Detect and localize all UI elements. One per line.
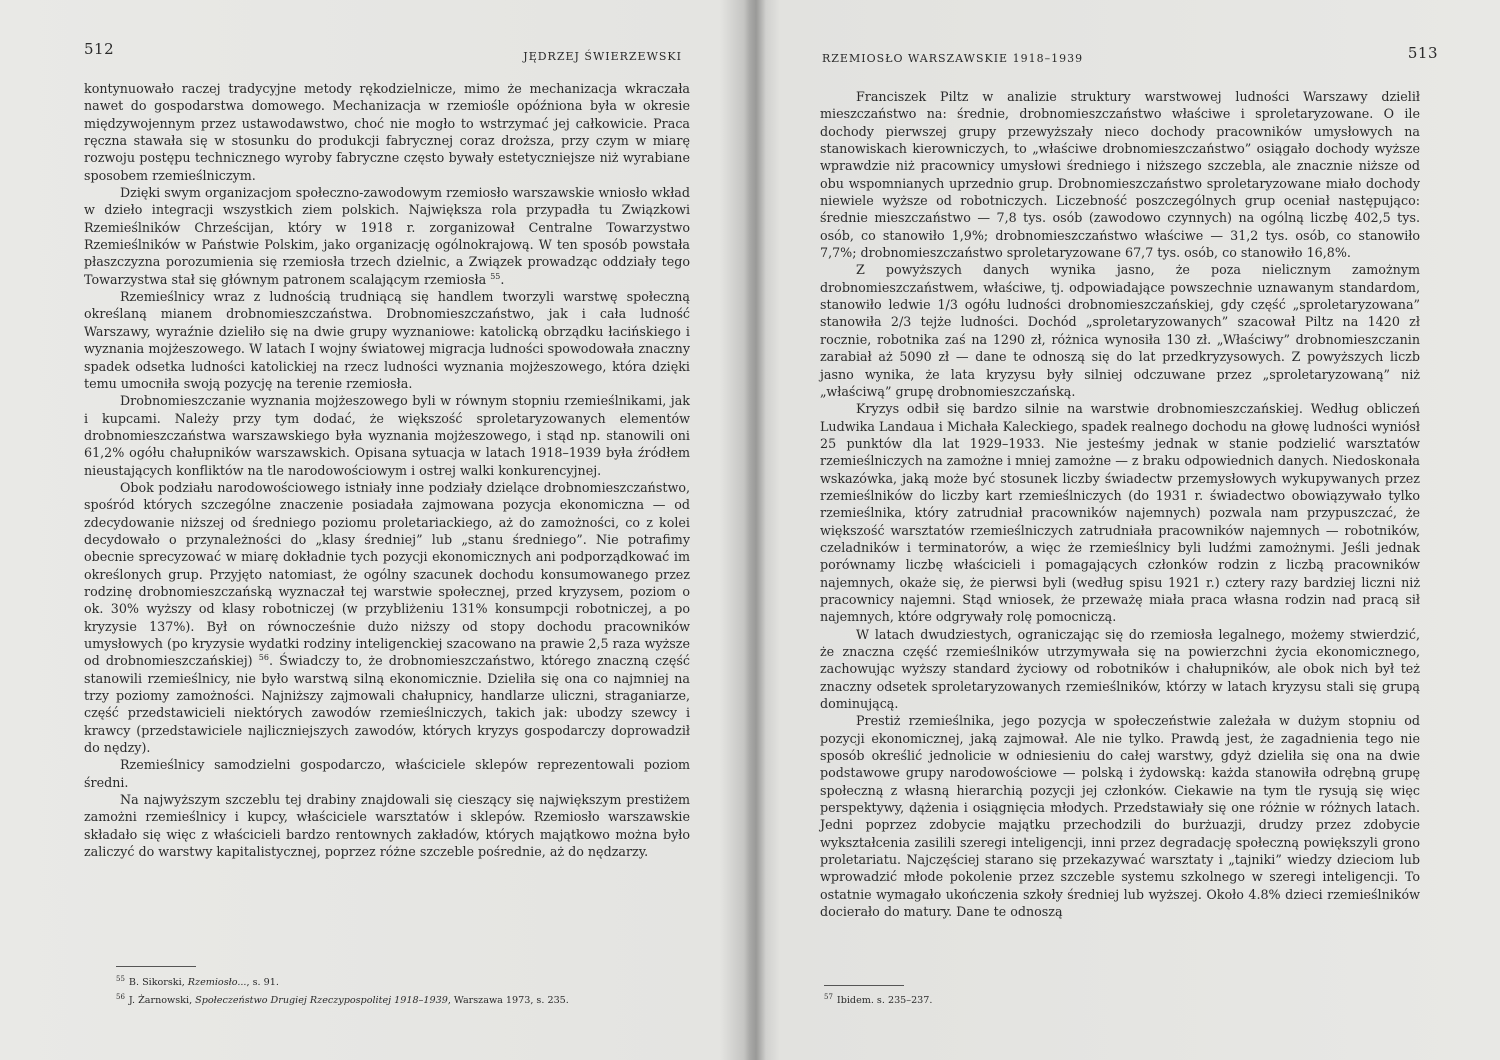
left-body-text (84, 80, 690, 860)
paragraph: Drobnomieszczanie wyznania mojżeszowego byli w równym stopniu rzemieślnikami, jak i kupcami. Należy przy tym dodać, że większość sproletaryzowanych elementów drobnomieszczaństwa warszawskiego była wyznania mojżeszowego, i stąd np. stanowili oni 61,2% ogółu chałupników warszawskich. Opisana sytuacja w latach 1918–1939 była źródłem nieustających konfliktów na tle narodowościowym i ostrej walki konkurencyjnej. (84, 393, 690, 478)
right-page (820, 0, 1460, 1060)
running-head-right: RZEMIOSŁO WARSZAWSKIE 1918–1939 (822, 52, 1084, 65)
footnote: $^{57}$ Ibidem. s. 235–237. (824, 993, 933, 1007)
book-gutter (744, 0, 766, 1060)
footnote-rule (116, 966, 196, 967)
paragraph: Z powyższych danych wynika jasno, że poza nielicznym zamożnym drobnomieszczaństwem, właściwe, tj. odpowiadające powszechnie uznawanym standardom, stanowiło ledwie 1/3 ogółu ludności drobnomieszczańskiej, gdy część „sproletaryzowana” stanowiła 2/3 tejże ludności. Dochód „sproletaryzowanych” szacował Piltz na 1420 zł rocznie, robotnika zaś na 1290 zł, różnica wynosiła 130 zł. „Właściwy” drobnomieszczanin zarabiał aż 5090 zł — dane te odnoszą się do lat przedkryzysowych. Z powyższych liczb jasno wynika, że lata kryzysu były silniej odczuwane przez „sproletaryzowaną” niż „właściwą” grupę drobnomieszczańską. (820, 262, 1420, 399)
paragraph: Obok podziału narodowościowego istniały inne podziały dzielące drobnomieszczaństwo, spośród których szczególne znaczenie posiadała zajmowana pozycja ekonomiczna — od zdecydowanie niższej od średniego poziomu proletariackiego, aż do zamożności, co z kolei decydowało o przynależności do „klasy średniej” lub „stanu średniego”. Nie potrafimy obecnie sprecyzować w miarę dokładnie tych pozycji ekonomicznych ani podporządkować im określonych grup. Przyjęto natomiast, że ogólny szacunek dochodu konsumowanego przez rodzinę drobnomieszczańską wyznaczał tej warstwie społecznej, przed kryzysem, poziom o ok. 30% wyższy od klasy robotniczej (w przybliżeniu 131% konsumpcji robotniczej, a po kryzysie 137%). Był on równocześnie dużo niższy od stopy dochodu pracowników umysłowych (po kryzysie wydatki rodziny inteligenckiej szacowano na prawie 2,5 raza wyższe od drobnomieszczańskiej) $^{56}$. Świadczy to, że drobnomieszczaństwo, którego znaczną część stanowili rzemieślnicy, nie było warstwą silną ekonomicznie. Dzieliła się ona co najmniej na trzy poziomy zamożności. Najniższy zajmowali chałupnicy, handlarze uliczni, straganiarze, część przedstawicieli niektórych zawodów rzemieślniczych, takich jak: ubodzy szewcy i krawcy (przedstawiciele najliczniejszych zawodów, których kryzys gospodarczy doprowadził do nędzy). (84, 479, 690, 756)
paragraph: Dzięki swym organizacjom społeczno-zawodowym rzemiosło warszawskie wniosło wkład w dzieło integracji wszystkich ziem polskich. Największa rola przypadła tu Związkowi Rzemieślników Chrześcijan, który w 1918 r. zorganizował Centralne Towarzystwo Rzemieślników w Państwie Polskim, jako organizację ogólnokrajową. W ten sposób powstała płaszczyzna porozumienia się rzemiosła trzech dzielnic, a Związek prowadząc oddziały tego Towarzystwa stał się głównym patronem scalającym rzemiosła $^{55}$. (84, 185, 690, 287)
paragraph: W latach dwudziestych, ograniczając się do rzemiosła legalnego, możemy stwierdzić, że znaczna część rzemieślników utrzymywała się na powierzchni życia ekonomicznego, zachowując wyższy standard życiowy od robotników i chałupników, ale obok nich był też znaczny odsetek sproletaryzowanych rzemieślników, którzy w latach kryzysu stali się grupą dominującą. (820, 626, 1420, 712)
paragraph: Prestiż rzemieślnika, jego pozycja w społeczeństwie zależała w dużym stopniu od pozycji ekonomicznej, jaką zajmował. Ale nie tylko. Prawdą jest, że zagadnienia tego nie sposób określić jednolicie w odniesieniu do całej warstwy, gdyż dzieliła się ona na dwie podstawowe grupy narodowościowe — polską i żydowską: każda stanowiła odrębną grupę społeczną z własną hierarchią pozycji jej członków. Ciekawie na tym tle rysują się więc perspektywy, dążenia i osiągnięcia młodych. Przedstawiały się one różnie w różnych latach. Jedni poprzez zdobycie majątku przechodzili do burżuazji, drudzy przez zdobycie wykształcenia zasilili szeregi inteligencji, inni przez degradację społeczną powiększyli grono proletariatu. Najczęściej starano się przekazywać warsztaty i „tajniki” wiedzy dzieciom lub wprowadzić młode pokolenie przez szczeble systemu szkolnego w szeregi inteligencji. To ostatnie wymagało ukończenia szkoły średniej lub wyższej. Około 4.8% dzieci rzemieślników docierało do matury. Dane te odnoszą (820, 713, 1420, 920)
footnotes-right (824, 990, 1384, 1008)
paragraph: Na najwyższym szczeblu tej drabiny znajdowali się cieszący się największym prestiżem zamożni rzemieślnicy i kupcy, właściciele warsztatów i sklepów. Rzemiosło warszawskie składało się więc z właścicieli bardzo rentownych zakładów, których majątkowo można było zaliczyć do warstwy kapitalistycznej, poprzez różne szczeble pośrednie, aż do nędzarzy. (84, 792, 690, 860)
footnote-ref: 55 (490, 271, 501, 281)
paragraph: Rzemieślnicy wraz z ludnością trudniącą się handlem tworzyli warstwę społeczną określaną mianem drobnomieszczaństwa. Drobnomieszczaństwo, jak i cała ludność Warszawy, wyraźnie dzieliło się na dwie grupy wyznaniowe: katolicką obrządku łacińskiego i wyznania mojżeszowego. W latach I wojny światowej migracja ludności spowodowała znaczny spadek odsetka ludności katolickiej na rzecz ludności wyznania mojżeszowego, która dzięki temu umocniła swoją pozycję na terenie rzemiosła. (84, 289, 690, 391)
paragraph: Rzemieślnicy samodzielni gospodarczo, właściciele sklepów reprezentowali poziom średni. (84, 757, 690, 790)
footnote: $^{56}$ J. Żarnowski, Społeczeństwo Drugiej Rzeczypospolitej 1918–1939, Warszawa 1973, s. 235. (116, 993, 569, 1007)
footnote: $^{55}$ B. Sikorski, Rzemiosło..., s. 91. (116, 975, 279, 989)
paragraph: kontynuowało raczej tradycyjne metody rękodzielnicze, mimo że mechanizacja wkraczała nawet do gospodarstwa domowego. Mechanizacja w rzemiośle opóźniona była w okresie międzywojennym przez ustawodawstwo, choć nie mogło to wstrzymać jej całkowicie. Praca ręczna stawała się w stosunku do produkcji fabrycznej coraz droższa, przy czym w miarę rozwoju postępu technicznego wyroby fabryczne często bywały estetyczniejsze niż wyrabiane sposobem rzemieślniczym. (84, 81, 690, 183)
paragraph: Franciszek Piltz w analizie struktury warstwowej ludności Warszawy dzielił mieszczaństwo na: średnie, drobnomieszczaństwo właściwe i sproletaryzowane. O ile dochody pierwszej grupy przewyższały nieco dochody pracowników umysłowych na stanowiskach kierowniczych, to „właściwe drobnomieszczaństwo” osiągało dochody wyższe wprawdzie niż pracownicy umysłowi średniego i niższego szczebla, ale znacznie niższe od obu wspomnianych uprzednio grup. Drobnomieszczaństwo sproletaryzowane miało dochody niewiele wyższe od robotniczych. Liczebność poszczególnych grup oceniał następująco: średnie mieszczaństwo — 7,8 tys. osób (zawodowo czynnych) na ogólną liczbę 402,5 tys. osób, co stanowiło 1,9%; drobnomieszczaństwo właściwe — 31,2 tys. osób, co stanowiło 7,7%; drobnomieszczaństwo sproletaryzowane 67,7 tys. osób, co stanowiło 16,8%. (820, 89, 1420, 261)
footnote-rule (824, 985, 904, 986)
footnotes-left (116, 972, 676, 1008)
paragraph: Kryzys odbił się bardzo silnie na warstwie drobnomieszczańskiej. Według obliczeń Ludwika Landaua i Michała Kaleckiego, spadek realnego dochodu na głowę ludności wyniósł 25 punktów dla lat 1929–1933. Nie jesteśmy jednak w stanie podzielić warsztatów rzemieślniczych na zamożne i mniej zamożne — z braku odpowiednich danych. Niedoskonała wskazówka, jaką może być stosunek liczby świadectw przemysłowych wykupywanych przez rzemieślników do liczby kart rzemieślniczych (do 1931 r. świadectwo obowiązywało tylko rzemieślnika, który zatrudniał pracowników najemnych) pozwala nam przypuszczać, że większość warsztatów rzemieślniczych zatrudniała pracowników najemnych — robotników, czeladników i terminatorów, a więc że rzemieślnicy byli ludźmi zamożnymi. Jeśli jednak porównamy liczbę właścicieli i pomagających członków rodzin z liczbą pracowników najemnych, okaże się, że pierwsi byli (według spisu 1921 r.) cztery razy bardziej liczni niż pracownicy najemni. Stąd wniosek, że przeważę miała praca własna rodzin nad pracą sił najemnych, które odgrywały rolę pomocniczą. (820, 401, 1420, 625)
page-number-right: 513 (1407, 44, 1438, 62)
right-body-text (820, 88, 1420, 921)
footnote-ref: 56 (258, 653, 269, 663)
page-number-left: 512 (84, 40, 115, 58)
left-page (60, 0, 710, 1060)
running-head-left: JĘDRZEJ ŚWIERZEWSKI (523, 50, 682, 63)
